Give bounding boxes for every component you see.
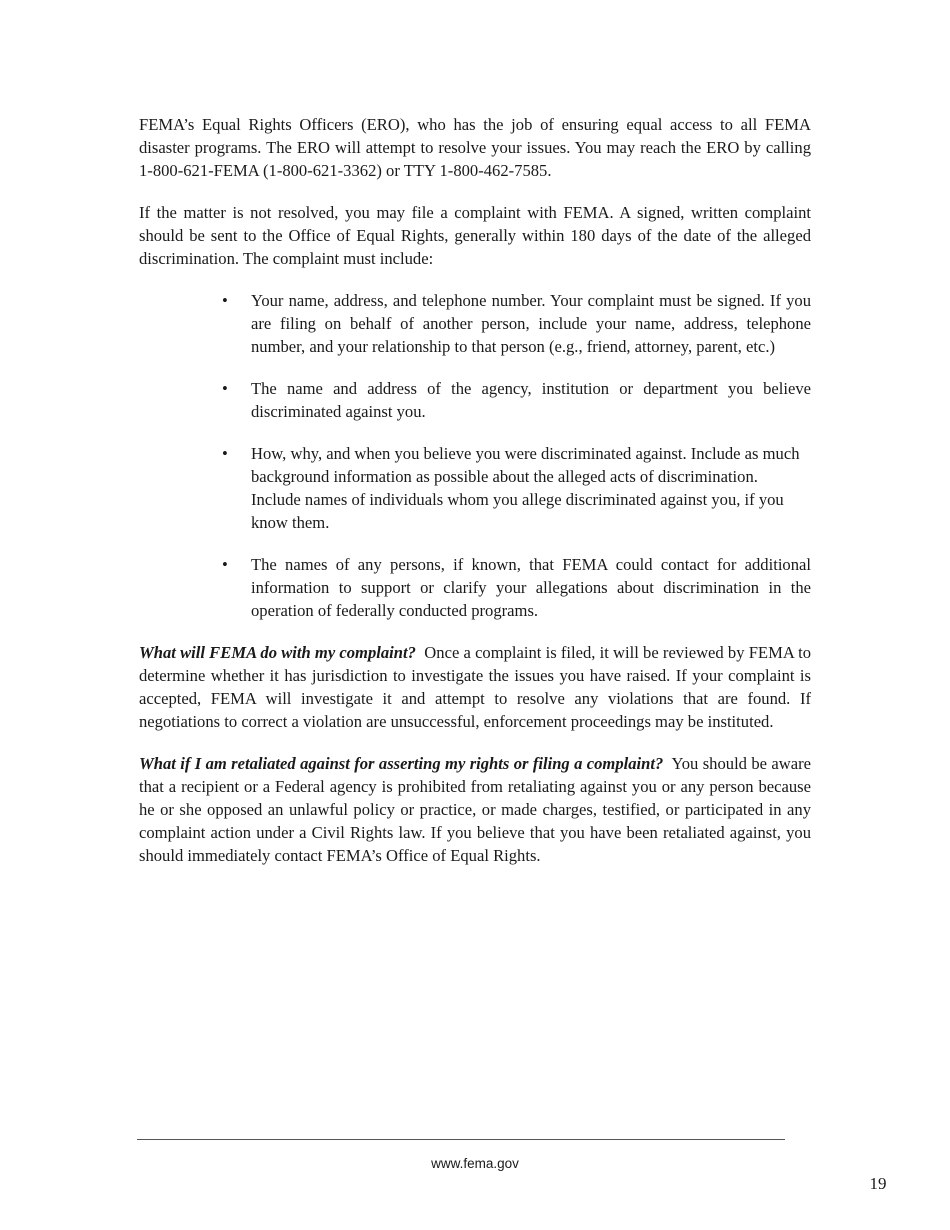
bullet-icon: • bbox=[222, 379, 228, 398]
complaint-handling-question: What will FEMA do with my complaint? bbox=[139, 643, 416, 662]
document-body bbox=[139, 113, 811, 886]
bullet-icon: • bbox=[222, 291, 228, 310]
list-item-text: The names of any persons, if known, that FEMA could contact for additional information to support or clarify your allegations about discrimination in the operation of federally conducted programs. bbox=[251, 555, 811, 620]
page-number: 19 bbox=[869, 1174, 887, 1193]
bullet-icon: • bbox=[222, 555, 228, 574]
footer-url: www.fema.gov bbox=[431, 1156, 519, 1171]
bullet-icon: • bbox=[222, 444, 228, 463]
list-item bbox=[222, 377, 811, 423]
list-item-text: Your name, address, and telephone number. Your complaint must be signed. If you are filing on behalf of another person, include your name, address, telephone number, and your relationship to that person (e.g., friend, attorney, parent, etc.) bbox=[251, 291, 811, 356]
list-item bbox=[222, 289, 811, 358]
list-item-text: The name and address of the agency, institution or department you believe discriminated against you. bbox=[251, 379, 811, 421]
complaint-requirements-list bbox=[139, 289, 811, 622]
retaliation-paragraph bbox=[139, 752, 811, 867]
retaliation-question: What if I am retaliated against for asserting my rights or filing a complaint? bbox=[139, 754, 664, 773]
intro-paragraph: FEMA’s Equal Rights Officers (ERO), who has the job of ensuring equal access to all FEMA disaster programs. The ERO will attempt to resolve your issues. You may reach the ERO by calling 1-800-621-FEMA (1-800-621-3362) or TTY 1-800-462-7585. bbox=[139, 115, 811, 180]
list-item-text: How, why, and when you believe you were discriminated against. Include as much background information as possible about the alleged acts of discrimination. Include names of individuals whom you allege discriminated against you, if you know them. bbox=[251, 444, 800, 532]
list-item bbox=[222, 442, 811, 534]
retaliation-body: You should be aware that a recipient or a Federal agency is prohibited from retaliating against you or any person because he or she opposed an unlawful policy or practice, or made charges, testified, or participated in any complaint action under a Civil Rights law. If you believe that you have been retaliated against, you should immediately contact FEMA’s Office of Equal Rights. bbox=[139, 754, 811, 865]
complaint-instructions-paragraph: If the matter is not resolved, you may file a complaint with FEMA. A signed, written complaint should be sent to the Office of Equal Rights, generally within 180 days of the date of the alleged discrimination. The complaint must include: bbox=[139, 203, 811, 268]
complaint-handling-paragraph bbox=[139, 641, 811, 733]
complaint-handling-body: Once a complaint is filed, it will be reviewed by FEMA to determine whether it has jurisdiction to investigate the issues you have raised. If your complaint is accepted, FEMA will investigate it and attempt to resolve any violations that are found. If negotiations to correct a violation are unsuccessful, enforcement proceedings may be instituted. bbox=[139, 643, 811, 731]
footer-divider bbox=[137, 1139, 785, 1140]
list-item bbox=[222, 553, 811, 622]
